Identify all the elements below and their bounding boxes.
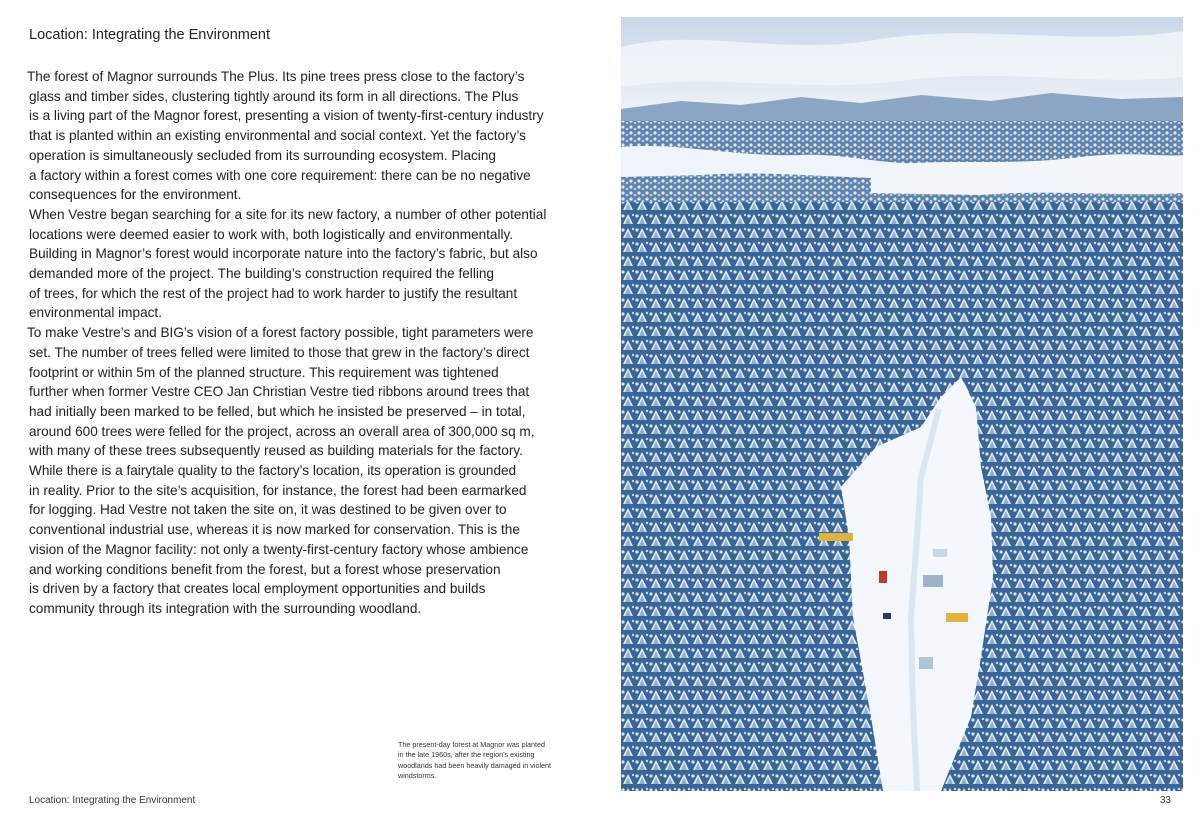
text-line: operation is simultaneously secluded from its surrounding ecosystem. Placing bbox=[29, 147, 496, 163]
text-line: further when former Vestre CEO Jan Christian Vestre tied ribbons around trees that bbox=[29, 384, 530, 400]
text-line: locations were deemed easier to work with, both logistically and environmentally. bbox=[29, 226, 514, 242]
page-number: 33 bbox=[1159, 795, 1171, 806]
text-line: vision of the Magnor facility: not only a twenty-first-century factory whose ambience bbox=[29, 541, 529, 557]
aerial-forest-illustration bbox=[621, 17, 1183, 791]
text-line: conventional industrial use, whereas it is now marked for conservation. This is the bbox=[29, 522, 520, 538]
text-line: community through its integration with the surrounding woodland. bbox=[29, 600, 422, 616]
text-line: set. The number of trees felled were limited to those that grew in the factory’s direct bbox=[29, 344, 530, 360]
excavator bbox=[946, 613, 968, 622]
text-line: with many of these trees subsequently reused as building materials for the factory. bbox=[29, 443, 523, 459]
text-line: environmental impact. bbox=[29, 305, 162, 321]
text-line: glass and timber sides, clustering tightly around its form in all directions. The Plus bbox=[29, 88, 519, 104]
text-line: The forest of Magnor surrounds The Plus. Its pine trees press close to the factory’s bbox=[27, 69, 525, 84]
text-line: When Vestre began searching for a site for its new factory, a number of other potential bbox=[29, 206, 547, 222]
text-line: around 600 trees were felled for the project, across an overall area of 300,000 sq m, bbox=[29, 423, 535, 439]
caption-line: woodlands had been heavily damaged in violent bbox=[398, 760, 552, 770]
text-line: and working conditions benefit from the forest, but a forest whose preservation bbox=[29, 561, 501, 577]
text-line: To make Vestre’s and BIG’s vision of a forest factory possible, tight parameters were bbox=[27, 325, 534, 341]
text-line: a factory within a forest comes with one core requirement: there can be no negative bbox=[29, 167, 531, 183]
caption-line: windstorms. bbox=[398, 770, 437, 780]
paragraph-2 bbox=[27, 205, 587, 323]
paragraph-3 bbox=[27, 323, 587, 461]
text-line: had initially been marked to be felled, but which he insisted be preserved – in total, bbox=[29, 403, 526, 419]
site-cabin bbox=[933, 549, 947, 557]
crane-truck bbox=[819, 533, 853, 541]
aerial-forest-photo bbox=[621, 17, 1183, 791]
site-vehicle bbox=[879, 571, 887, 583]
photo-caption bbox=[398, 740, 568, 781]
text-line: that is planted within an existing environmental and social context. Yet the factory’s bbox=[29, 128, 526, 144]
site-cabin bbox=[923, 575, 943, 587]
text-line: in reality. Prior to the site’s acquisition, for instance, the forest had been earmarked bbox=[29, 482, 527, 498]
text-line: is a living part of the Magnor forest, presenting a vision of twenty-first-century industry bbox=[29, 108, 544, 124]
site-container bbox=[919, 657, 933, 669]
text-line: demanded more of the project. The building’s construction required the felling bbox=[29, 266, 494, 282]
paragraph-1 bbox=[27, 67, 587, 205]
text-line: is driven by a factory that creates local employment opportunities and builds bbox=[29, 581, 486, 597]
caption-line: The present-day forest at Magnor was planted bbox=[398, 740, 546, 749]
site-vehicle bbox=[883, 613, 891, 619]
text-line: footprint or within 5m of the planned structure. This requirement was tightened bbox=[29, 364, 499, 380]
text-line: Building in Magnor’s forest would incorporate nature into the factory’s fabric, but also bbox=[29, 246, 538, 262]
text-line: of trees, for which the rest of the project had to work harder to justify the resultant bbox=[29, 285, 518, 301]
body-text bbox=[27, 67, 587, 619]
paragraph-4 bbox=[27, 461, 587, 619]
running-footer: Location: Integrating the Environment bbox=[29, 795, 196, 806]
text-line: While there is a fairytale quality to the factory’s location, its operation is grounded bbox=[29, 463, 517, 479]
section-title: Location: Integrating the Environment bbox=[29, 27, 271, 43]
text-line: for logging. Had Vestre not taken the site on, it was destined to be given over to bbox=[29, 502, 507, 518]
caption-line: in the late 1960s, after the region’s existing bbox=[398, 750, 535, 760]
text-line: consequences for the environment. bbox=[29, 187, 242, 203]
